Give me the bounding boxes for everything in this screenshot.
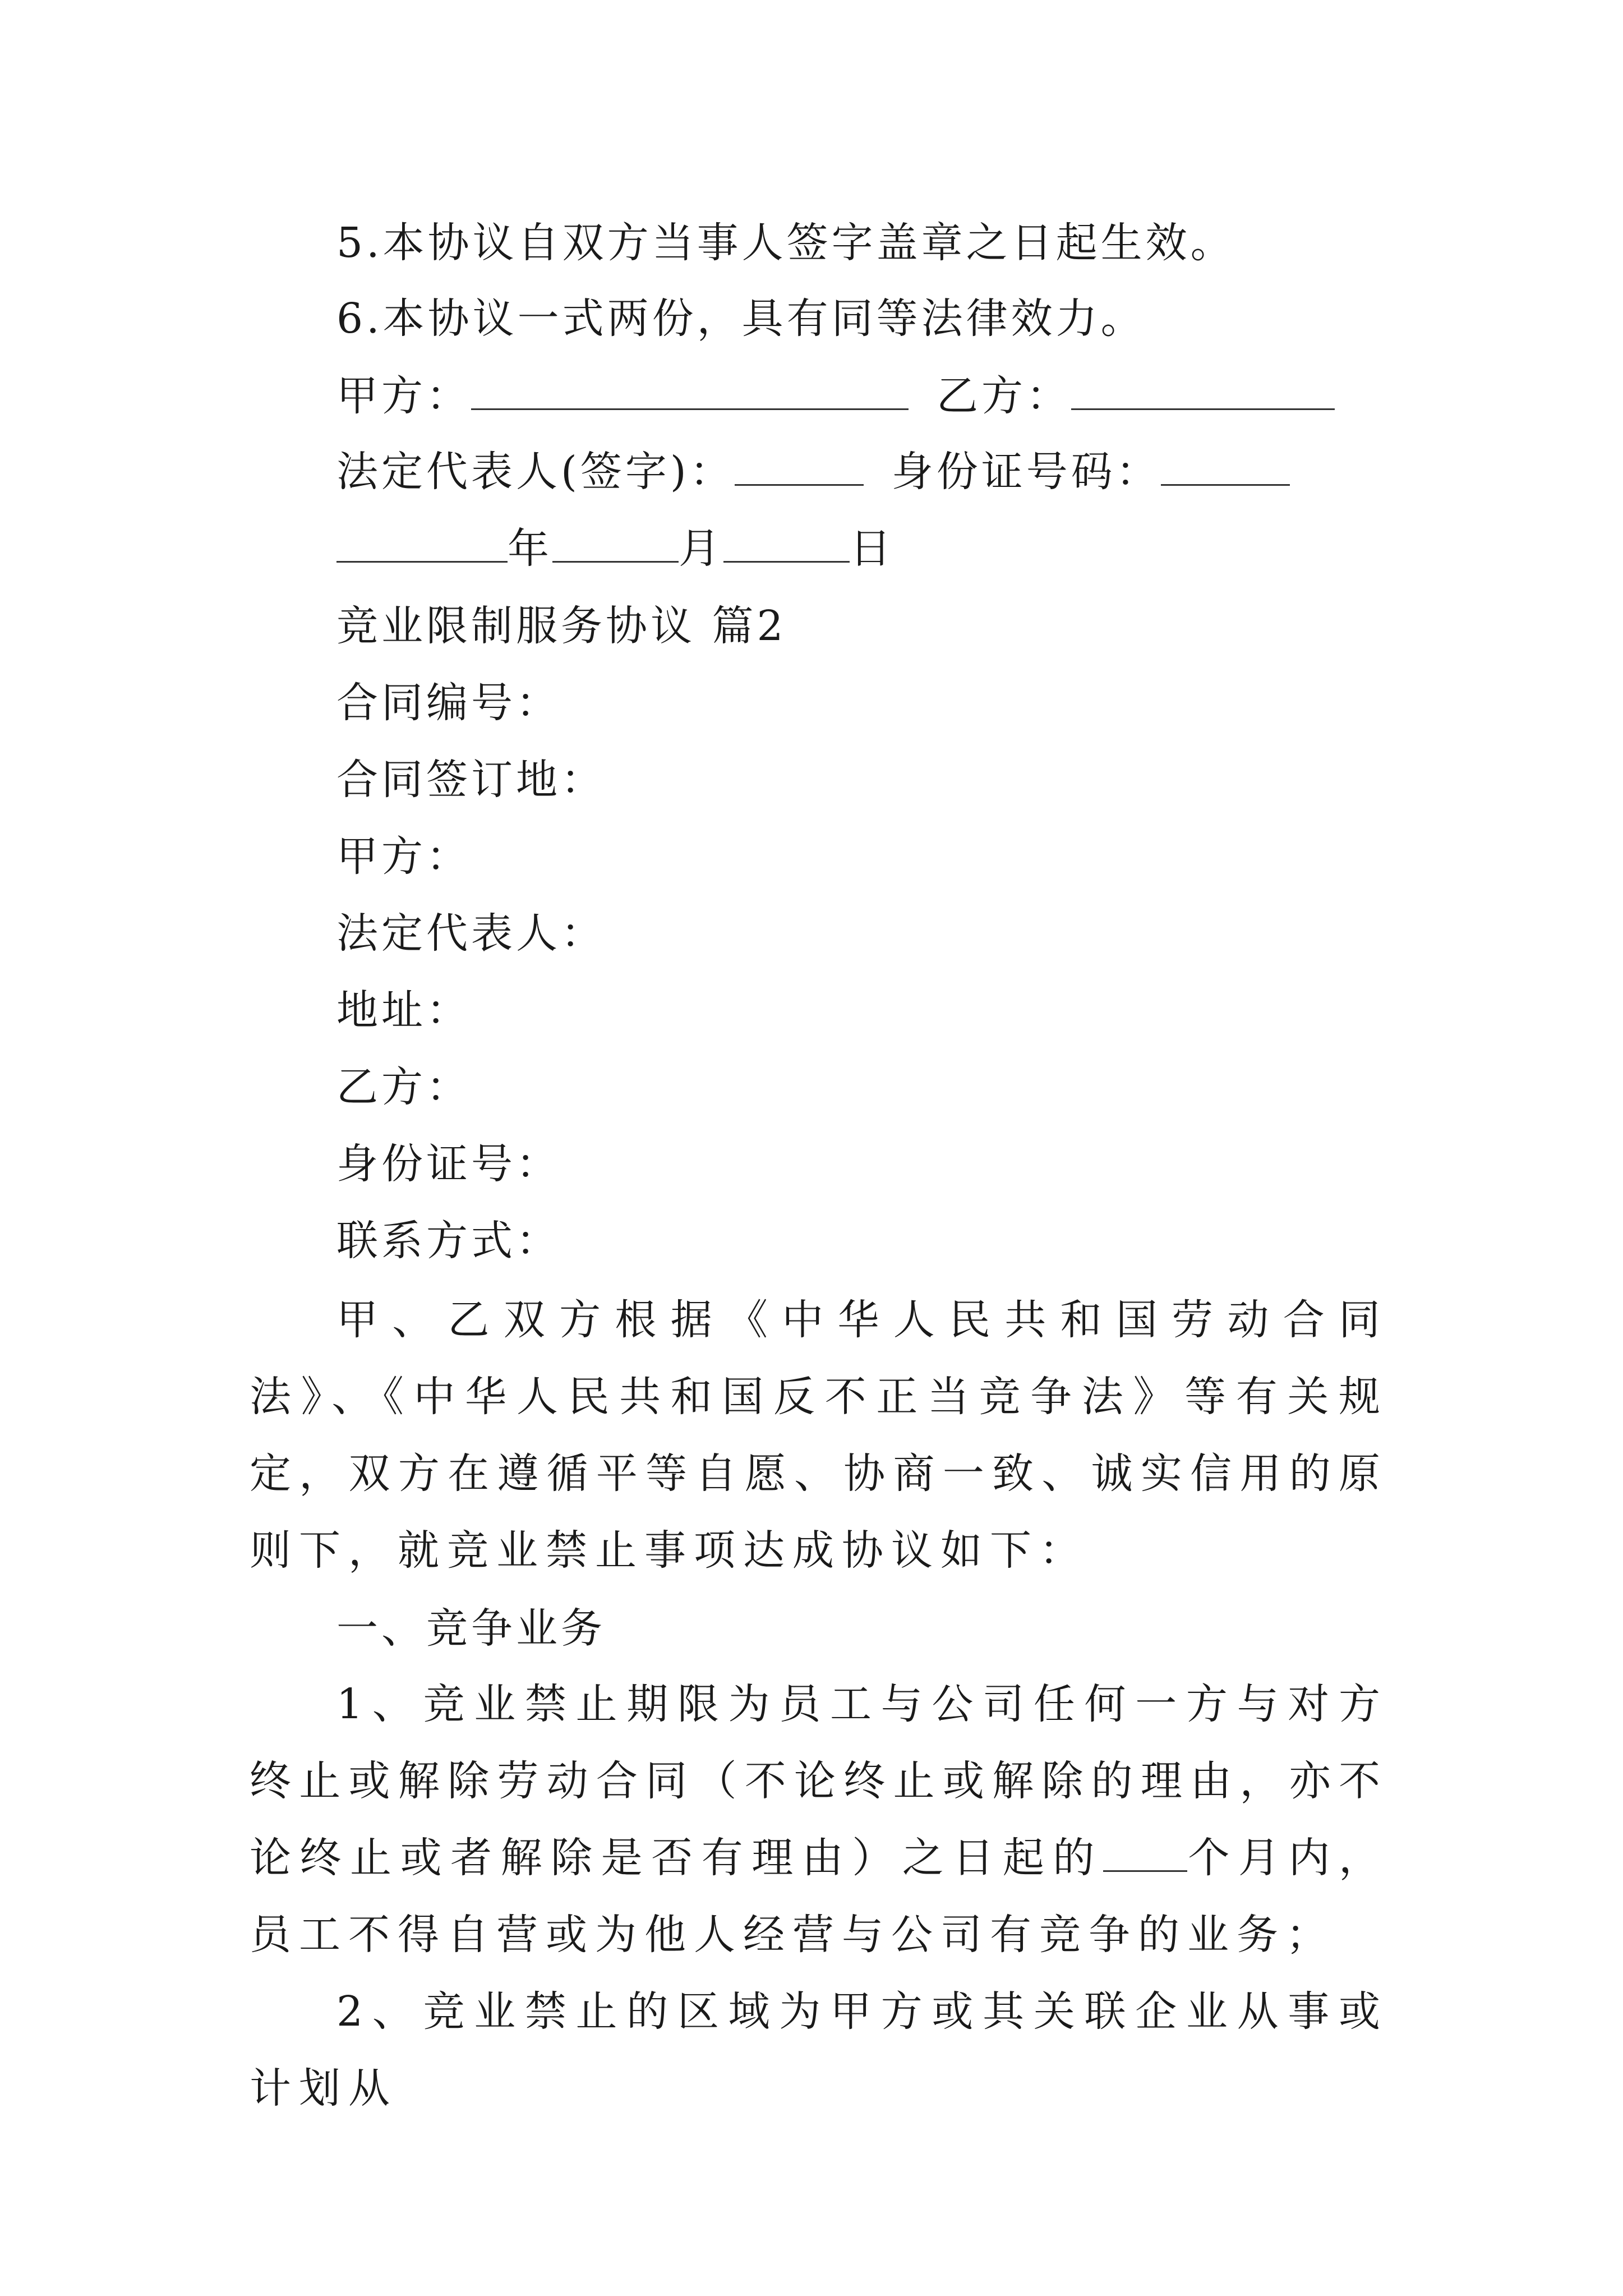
signature-rep-line <box>336 445 1290 499</box>
legal-rep-sign-label: 法定代表人(签字)： <box>336 448 735 496</box>
party-a-field: 甲方： <box>336 832 471 881</box>
clause-6-line: 6.本协议一式两份，具有同等法律效力。 <box>336 295 1146 343</box>
clause-2-paragraph: 2、竞业禁止的区域为甲方或其关联企业从事或计划从 <box>250 1987 1388 2113</box>
id-number-field: 身份证号： <box>336 1140 561 1188</box>
section-title: 竞业限制服务协议 篇2 <box>336 602 787 650</box>
day-label: 日 <box>850 524 895 573</box>
id-number-sign-label: 身份证号码： <box>891 448 1161 496</box>
party-a-sign-blank <box>471 375 909 410</box>
address-field: 地址： <box>336 986 471 1034</box>
party-a-sign-label: 甲方： <box>336 372 471 420</box>
party-b-sign-blank <box>1071 375 1335 410</box>
year-blank <box>336 527 508 563</box>
signature-date-line <box>336 522 895 576</box>
heading-competing-business: 一、竞争业务 <box>336 1604 606 1653</box>
party-b-field: 乙方： <box>336 1063 471 1111</box>
year-label: 年 <box>508 524 552 573</box>
clause-5-line: 5.本协议自双方当事人签字盖章之日起生效。 <box>336 219 1235 267</box>
month-label: 月 <box>679 524 723 573</box>
id-number-sign-blank <box>1161 450 1290 486</box>
party-b-sign-label: 乙方： <box>937 372 1071 420</box>
clause-1-text-a: 1、竞业禁止期限为员工与公司任何一方与对方终止或解除劳动合同（不论终止或解除的理由，亦不论终止或者解除是否有理由）之日起的 <box>250 1680 1388 1882</box>
legal-rep-field: 法定代表人： <box>336 909 606 958</box>
clause-1-text-b: 个月内，员工不得自营或为他人经营与公司有竞争的业务； <box>250 1834 1389 1959</box>
legal-rep-sign-blank <box>735 450 864 486</box>
preamble-paragraph: 甲、乙双方根据《中华人民共和国劳动合同法》、《中华人民共和国反不正当竞争法》等有关规定，双方在遵循平等自愿、协商一致、诚实信用的原则下，就竞业禁止事项达成协议如下： <box>250 1296 1388 1575</box>
contact-field: 联系方式： <box>336 1217 561 1265</box>
day-blank <box>723 527 850 563</box>
contract-number-field: 合同编号： <box>336 679 561 727</box>
contract-place-field: 合同签订地： <box>336 756 606 804</box>
month-blank <box>552 527 679 563</box>
clause-1-paragraph <box>250 1666 1388 1973</box>
months-blank <box>1103 1839 1187 1872</box>
signature-parties-line <box>336 369 1335 423</box>
